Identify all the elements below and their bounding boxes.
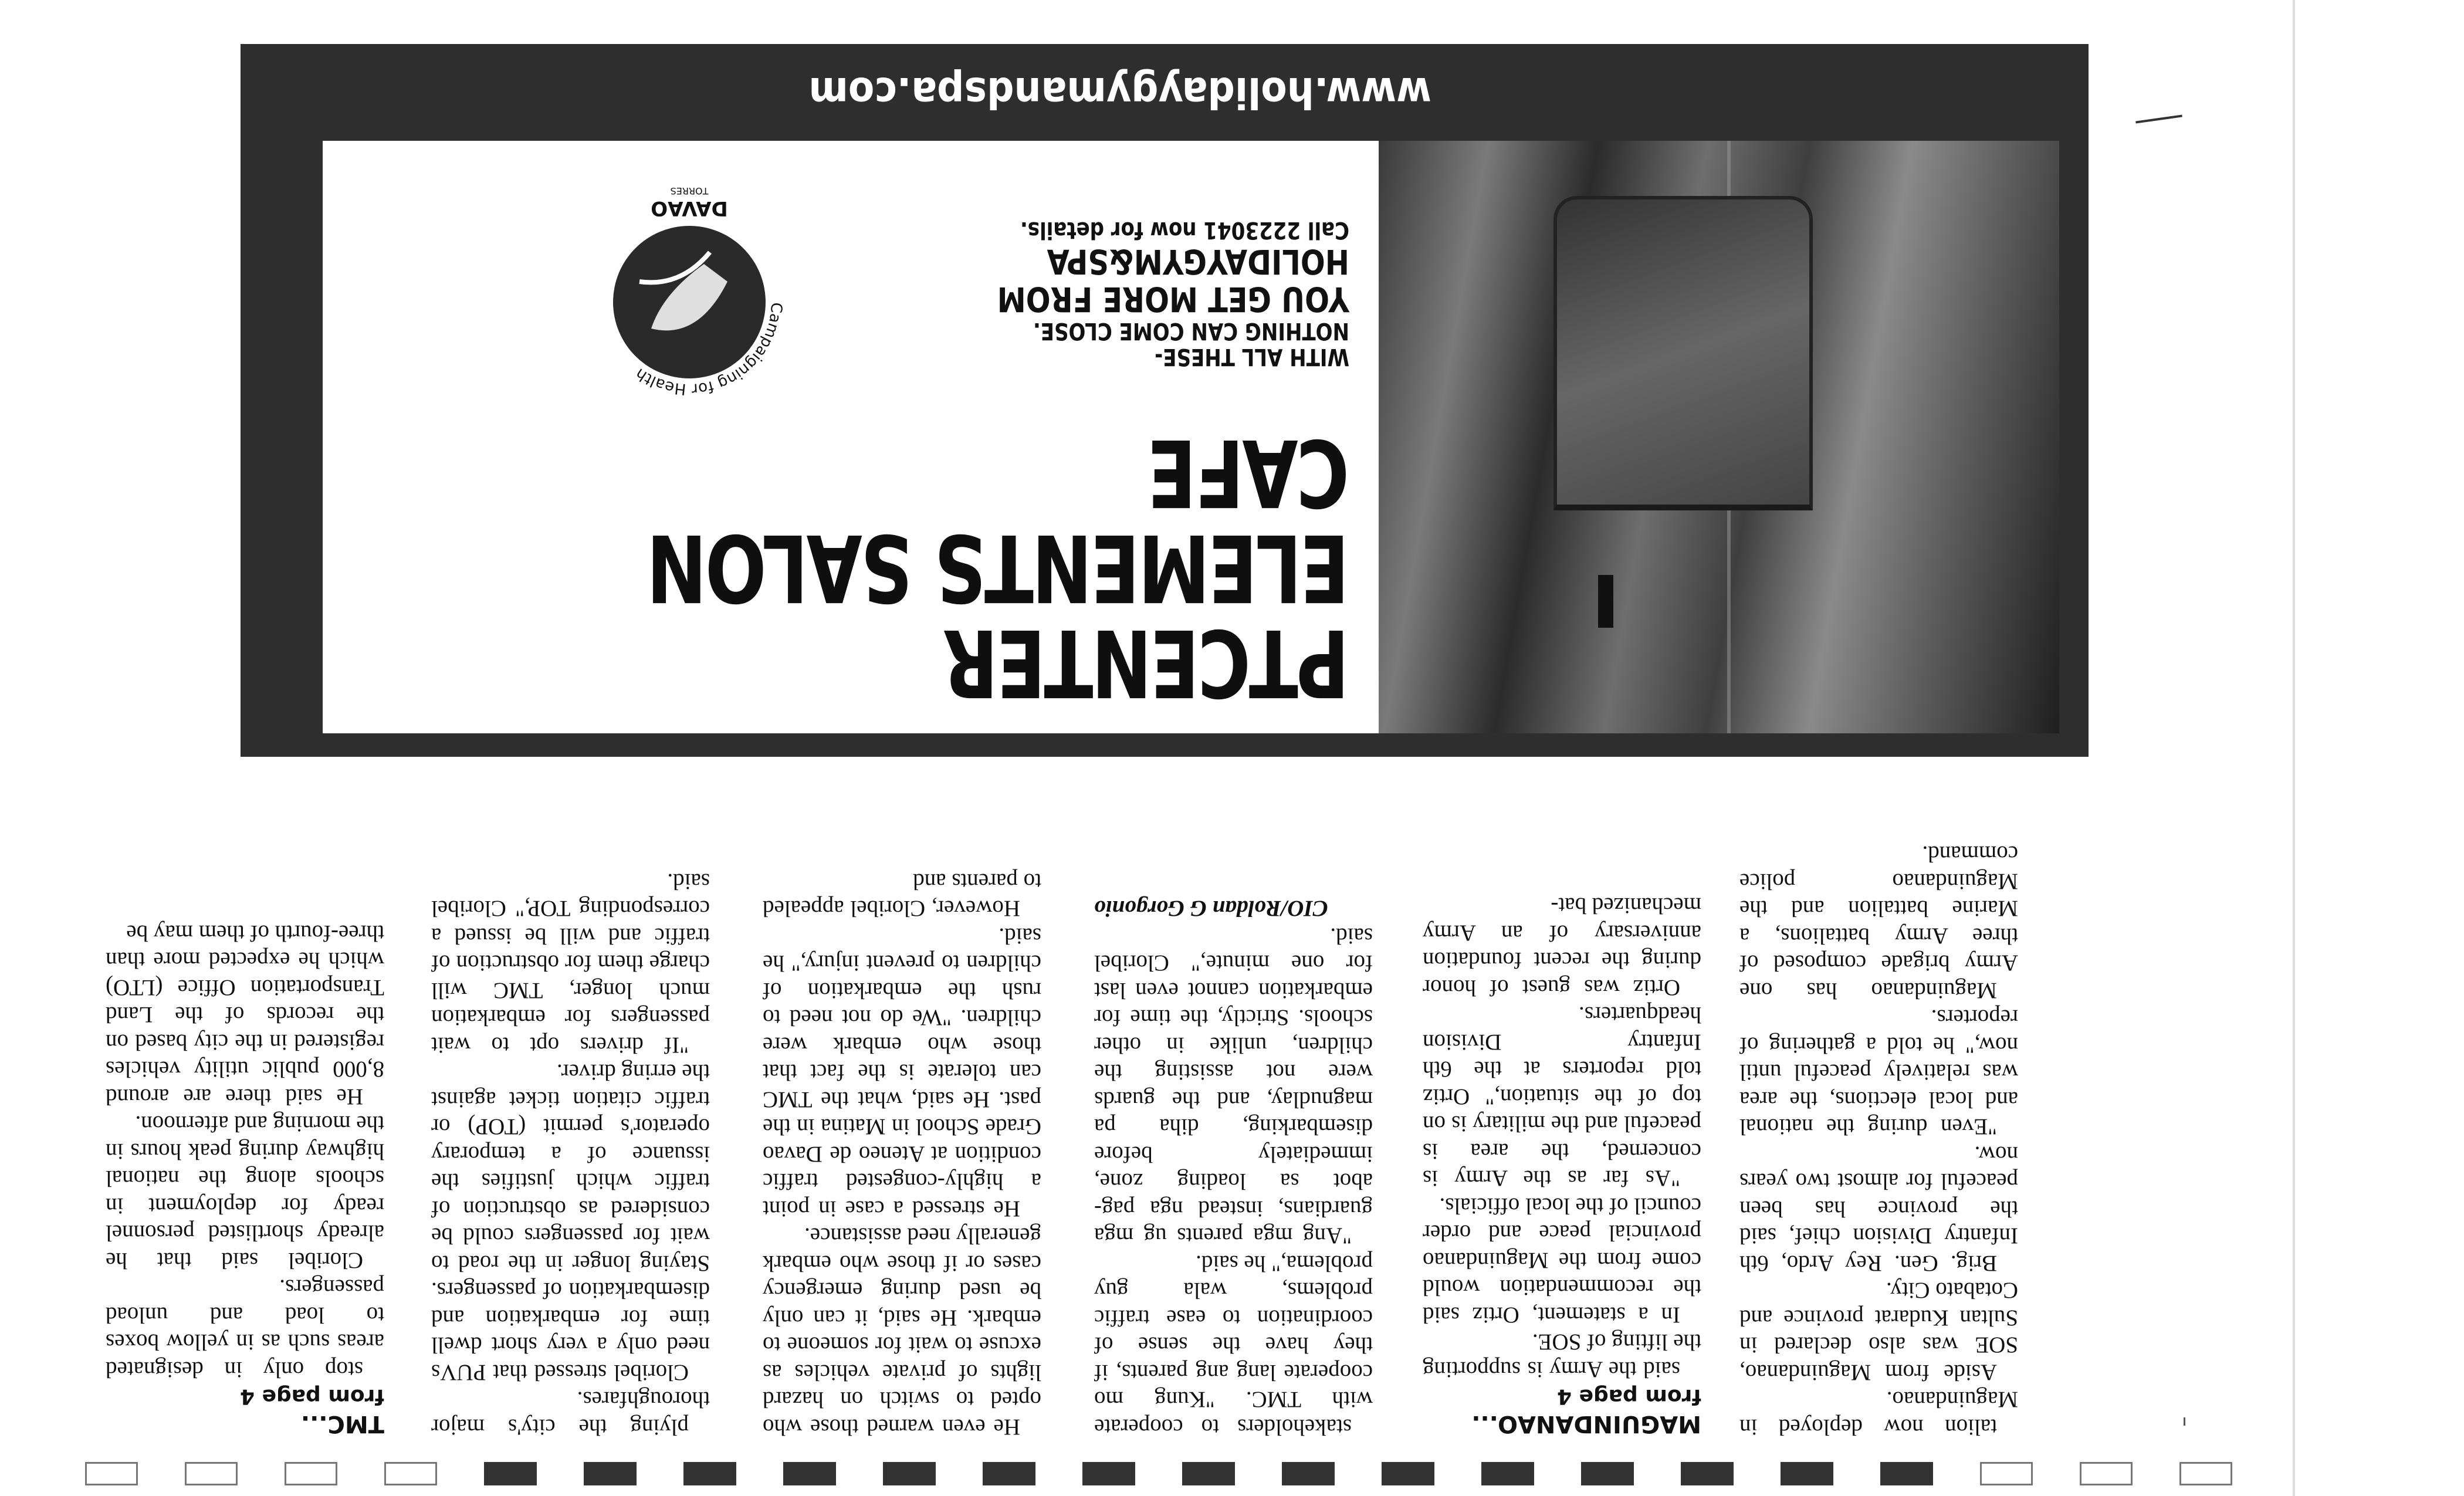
sprocket-hole xyxy=(584,1462,637,1485)
sprocket-hole xyxy=(1182,1462,1235,1485)
paragraph: Cloribel stressed that PUVs need only a very short dwell time for embarkation and disembarkation of passengers. Staying longer in the road to wait for passengers could be considered as obstruction of traffic which justifies the issuance of a temporary operator's permit (TOP) or traffic citation ticket against the erring driver. xyxy=(431,1060,710,1385)
sprocket-hole xyxy=(1282,1462,1335,1485)
ad-tagline xyxy=(950,217,1349,370)
paragraph: Brig. Gen. Rey Ardo, 6th Infantry Division chief, said the province has been peaceful for almost two years now. xyxy=(1739,1142,2018,1276)
sprocket-hole xyxy=(1880,1462,1933,1485)
paragraph: talion now deployed in Maguindanao. xyxy=(1739,1387,2018,1440)
paragraph: said the Army is supporting the lifting of SOE. xyxy=(1423,1329,1701,1382)
article-column-6 xyxy=(1739,840,2018,1440)
sprocket-hole xyxy=(1681,1462,1734,1485)
sprocket-hole xyxy=(2179,1462,2232,1485)
paragraph: stakeholders to cooperate with TMC. "Kung mo cooperate lang ang parents, if they have the sense of coordination to ease traffic problems, wala guy problema," he said. xyxy=(1094,1251,1373,1440)
pocket-tab xyxy=(1598,575,1613,628)
article-column-3 xyxy=(763,868,1041,1441)
ad-headline-line: PTCENTER xyxy=(944,608,1349,716)
ad-headline xyxy=(648,418,1349,716)
paragraph: plying the city's major thoroughfares. xyxy=(431,1387,710,1440)
sprocket-hole xyxy=(185,1462,238,1485)
sprocket-hole xyxy=(1781,1462,1833,1485)
paragraph: He said there are around 8,000 public utility vehicles registered in the city based on the records of the Land Transportation Office (LTO) which he expected more than three-fourth of them may be xyxy=(106,920,384,1109)
scan-edge-line xyxy=(2293,0,2295,1496)
article-column-2 xyxy=(431,868,710,1441)
paragraph: Aside from Maguindanao, SOE was also declared in Sultan Kudarat province and Cotabato City. xyxy=(1739,1278,2018,1385)
paragraph: In a statement, Ortiz said the recommendation would come from the Maguindanao provincial peace and order council of the local officials. xyxy=(1423,1193,1701,1328)
ad-url: www.holidaygymandspa.com xyxy=(808,68,1431,117)
logo-name: DAVAO xyxy=(651,197,728,220)
sprocket-hole xyxy=(285,1462,337,1485)
margin-tick xyxy=(2184,1417,2185,1426)
paragraph: He even warned those who opted to switch on hazard lights of private vehicles as excuse to wait for someone to embark. He said, it can only be used during emergency cases or if those who embark generally need assistance. xyxy=(763,1223,1041,1440)
paragraph: stop only in designated areas such as in yellow boxes to load and unload passengers. xyxy=(106,1275,384,1382)
article-column-1 xyxy=(106,919,384,1438)
article-column-4 xyxy=(1094,895,1373,1440)
ad-big-line: YOU GET MORE FROM xyxy=(997,279,1349,319)
ad-big-line: HOLIDAYGYM&SPA xyxy=(1047,242,1349,282)
paragraph: "As far as the Army is concerned, the area is peaceful and the military is on top of the situation," Ortiz told reporters at the 6th Infantry Division headquarters. xyxy=(1423,1002,1701,1192)
paragraph: However, Cloribel appealed to parents and xyxy=(763,869,1041,922)
paragraph: Ortiz was guest of honor during the recent foundation anniversary of an Army mechanized bat- xyxy=(1423,893,1701,1000)
ad-panel xyxy=(323,141,2059,733)
sprocket-hole xyxy=(1581,1462,1634,1485)
jump-line: from page 4 xyxy=(1556,1385,1701,1409)
logo-ring-text: Campaigning for Health xyxy=(632,302,786,398)
sprocket-hole xyxy=(983,1462,1035,1485)
paragraph: He stressed a case in point a highly-congested traffic condition at Ateneo de Davao Grade School in Matina in the past. He said, what the TMC can tolerate is the fact that those who embark were children. "We do not need to rush the embarkation of children to prevent injury," he said. xyxy=(763,923,1041,1221)
article-heading-maguindanao: MAGUINDANAO... xyxy=(1471,1410,1701,1437)
article-column-5 xyxy=(1423,892,1701,1437)
paragraph: "If drivers opt to wait passengers for embarkation much longer, TMC will charge them for obstruction of traffic and will be issued a corresponding TOP," Cloribel said. xyxy=(431,869,710,1058)
paragraph: "Even during the national and local elections, the area was relatively peaceful until now," he told a gathering of reporters. xyxy=(1739,1005,2018,1140)
sprocket-hole xyxy=(1481,1462,1534,1485)
pen-mark xyxy=(2135,114,2182,123)
jump-line: from page 4 xyxy=(239,1385,384,1409)
ad-url-bar xyxy=(241,44,2089,141)
ad-sub-line: WITH ALL THESE- xyxy=(1155,343,1349,370)
sprocket-hole xyxy=(85,1462,138,1485)
davao-torres-logo xyxy=(563,182,815,428)
ad-sub-line: NOTHING CAN COME CLOSE. xyxy=(1033,317,1349,344)
ad-headline-line: ELEMENTS SALON xyxy=(648,513,1349,621)
sprocket-hole xyxy=(1980,1462,2033,1485)
sprocket-hole xyxy=(883,1462,936,1485)
sprocket-hole xyxy=(384,1462,437,1485)
sprocket-hole xyxy=(2080,1462,2133,1485)
paragraph: Cloribel said that he already shortlisted personnel ready for deployment in schools along the national highway during peak hours in the morning and afternoon. xyxy=(106,1111,384,1273)
paragraph: "Ang mga parents ug mga guardians, instead nga pag-abot sa loading zone, immediately before disembarking, diha pa magnudlay, and the guards were not assisting the children, unlike in other schools. Strictly, the time for embarkation cannot even last for one minute," Cloribel said. xyxy=(1094,923,1373,1249)
back-pocket xyxy=(1553,196,1813,510)
advertisement xyxy=(241,44,2089,757)
ad-headline-line: CAFE xyxy=(1149,418,1349,526)
sprocket-hole xyxy=(1082,1462,1135,1485)
ad-call-line: Call 2223041 now for details. xyxy=(1020,216,1349,243)
article-byline: CIO/Roldan G Gorgonio xyxy=(1094,896,1328,922)
sprocket-hole xyxy=(1382,1462,1434,1485)
sprocket-hole xyxy=(683,1462,736,1485)
logo-sub: TORRES xyxy=(670,185,709,197)
article-heading-tmc: TMC... xyxy=(300,1410,384,1437)
paragraph: Maguindanao has one Army brigade composed of three Army battalions, a Marine battalion and the Maguindanao police command. xyxy=(1739,841,2018,1003)
sprocket-hole xyxy=(484,1462,537,1485)
sprocket-hole xyxy=(783,1462,836,1485)
jeans-photo xyxy=(1379,141,2059,733)
